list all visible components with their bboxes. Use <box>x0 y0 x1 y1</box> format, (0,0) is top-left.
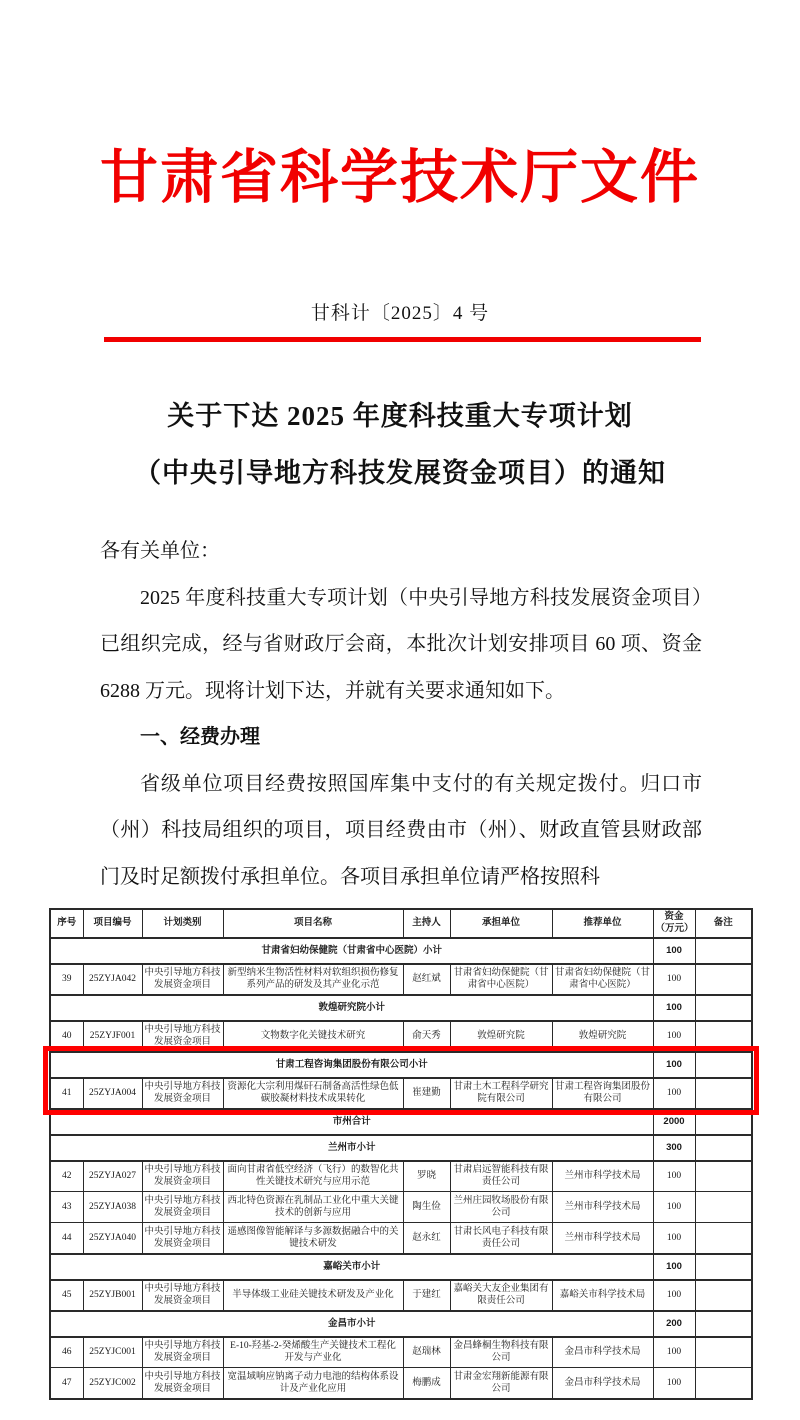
notice-title <box>50 388 750 502</box>
note-cell <box>695 1078 752 1109</box>
recommender-cell: 嘉峪关市科学技术局 <box>552 1280 653 1311</box>
amount-cell: 100 <box>653 938 695 964</box>
column-header: 备注 <box>695 909 752 938</box>
recommender-cell: 甘肃工程咨询集团股份有限公司 <box>552 1078 653 1109</box>
seq-cell: 46 <box>50 1337 83 1368</box>
column-header: 项目名称 <box>223 909 403 938</box>
group-label-cell: 敦煌研究院小计 <box>50 995 653 1021</box>
recommender-cell: 兰州市科学技术局 <box>552 1192 653 1223</box>
leader-cell: 陶生俭 <box>403 1192 450 1223</box>
note-cell <box>695 1135 752 1161</box>
name-cell: 文物数字化关键技术研究 <box>223 1021 403 1052</box>
note-cell <box>695 1337 752 1368</box>
table-row <box>50 1280 752 1311</box>
recommender-cell: 金昌市科学技术局 <box>552 1368 653 1399</box>
leader-cell: 俞天秀 <box>403 1021 450 1052</box>
leader-cell: 梅鹏成 <box>403 1368 450 1399</box>
seq-cell: 47 <box>50 1368 83 1399</box>
recommender-cell: 兰州市科学技术局 <box>552 1223 653 1254</box>
amount-cell: 100 <box>653 1254 695 1280</box>
column-header: 计划类别 <box>142 909 223 938</box>
table-group-row <box>50 1311 752 1337</box>
code-cell: 25ZYJF001 <box>83 1021 142 1052</box>
table-group-row <box>50 995 752 1021</box>
recommender-cell: 金昌市科学技术局 <box>552 1337 653 1368</box>
seq-cell: 44 <box>50 1223 83 1254</box>
table-row <box>50 1161 752 1192</box>
table-row <box>50 1078 752 1109</box>
note-cell <box>695 1052 752 1078</box>
undertaker-cell: 甘肃启远智能科技有限责任公司 <box>450 1161 552 1192</box>
table-row <box>50 1192 752 1223</box>
note-cell <box>695 1254 752 1280</box>
code-cell: 25ZYJA004 <box>83 1078 142 1109</box>
projects-table-head <box>50 909 752 938</box>
recommender-cell: 兰州市科学技术局 <box>552 1161 653 1192</box>
table-header-row <box>50 909 752 938</box>
group-label-cell: 甘肃工程咨询集团股份有限公司小计 <box>50 1052 653 1078</box>
leader-cell: 罗晓 <box>403 1161 450 1192</box>
recommender-cell: 敦煌研究院 <box>552 1021 653 1052</box>
name-cell: 面向甘肃省低空经济（飞行）的数智化共性关键技术研究与应用示范 <box>223 1161 403 1192</box>
note-cell <box>695 1109 752 1135</box>
category-cell: 中央引导地方科技发展资金项目 <box>142 1368 223 1399</box>
projects-table-wrap <box>49 908 753 1400</box>
code-cell: 25ZYJA042 <box>83 964 142 995</box>
group-label-cell: 市州合计 <box>50 1109 653 1135</box>
paragraph-funding: 省级单位项目经费按照国库集中支付的有关规定拨付。归口市（州）科技局组织的项目，项目经费由市（州）、财政直管县财政部门及时足额拨付承担单位。各项目承担单位请严格按照科 <box>100 772 702 888</box>
group-label-cell: 金昌市小计 <box>50 1311 653 1337</box>
column-header: 推荐单位 <box>552 909 653 938</box>
projects-table <box>49 908 753 1400</box>
category-cell: 中央引导地方科技发展资金项目 <box>142 1078 223 1109</box>
column-header: 主持人 <box>403 909 450 938</box>
seq-cell: 42 <box>50 1161 83 1192</box>
table-group-row <box>50 1254 752 1280</box>
name-cell: 遥感图像智能解译与多源数据融合中的关键技术研发 <box>223 1223 403 1254</box>
note-cell <box>695 938 752 964</box>
recommender-cell: 甘肃省妇幼保健院（甘肃省中心医院） <box>552 964 653 995</box>
projects-table-body <box>50 938 752 1399</box>
amount-cell: 100 <box>653 964 695 995</box>
category-cell: 中央引导地方科技发展资金项目 <box>142 1337 223 1368</box>
code-cell: 25ZYJB001 <box>83 1280 142 1311</box>
amount-cell: 200 <box>653 1311 695 1337</box>
name-cell: 半导体级工业硅关键技术研发及产业化 <box>223 1280 403 1311</box>
table-row <box>50 1021 752 1052</box>
undertaker-cell: 敦煌研究院 <box>450 1021 552 1052</box>
table-row <box>50 1337 752 1368</box>
undertaker-cell: 甘肃长风电子科技有限责任公司 <box>450 1223 552 1254</box>
seq-cell: 45 <box>50 1280 83 1311</box>
document-number: 甘科计〔2025〕4 号 <box>310 303 490 324</box>
category-cell: 中央引导地方科技发展资金项目 <box>142 1161 223 1192</box>
amount-cell: 100 <box>653 1078 695 1109</box>
note-cell <box>695 995 752 1021</box>
undertaker-cell: 甘肃省妇幼保健院（甘肃省中心医院） <box>450 964 552 995</box>
table-group-row <box>50 1135 752 1161</box>
category-cell: 中央引导地方科技发展资金项目 <box>142 1021 223 1052</box>
table-row <box>50 1223 752 1254</box>
code-cell: 25ZYJA040 <box>83 1223 142 1254</box>
name-cell: 西北特色资源在乳制品工业化中重大关键技术的创新与应用 <box>223 1192 403 1223</box>
undertaker-cell: 兰州庄园牧场股份有限公司 <box>450 1192 552 1223</box>
amount-cell: 100 <box>653 1368 695 1399</box>
table-row <box>50 1368 752 1399</box>
code-cell: 25ZYJC002 <box>83 1368 142 1399</box>
name-cell: 资源化大宗利用煤矸石制备高活性绿色低碳胶凝材料技术成果转化 <box>223 1078 403 1109</box>
name-cell: 宽温域响应钠离子动力电池的结构体系设计及产业化应用 <box>223 1368 403 1399</box>
group-label-cell: 兰州市小计 <box>50 1135 653 1161</box>
amount-cell: 2000 <box>653 1109 695 1135</box>
category-cell: 中央引导地方科技发展资金项目 <box>142 964 223 995</box>
amount-cell: 100 <box>653 1337 695 1368</box>
salutation: 各有关单位： <box>100 540 220 562</box>
group-label-cell: 嘉峪关市小计 <box>50 1254 653 1280</box>
category-cell: 中央引导地方科技发展资金项目 <box>142 1192 223 1223</box>
leader-cell: 赵永红 <box>403 1223 450 1254</box>
code-cell: 25ZYJC001 <box>83 1337 142 1368</box>
seq-cell: 41 <box>50 1078 83 1109</box>
category-cell: 中央引导地方科技发展资金项目 <box>142 1223 223 1254</box>
note-cell <box>695 1223 752 1254</box>
notice-title-line1: 关于下达 2025 年度科技重大专项计划 <box>167 401 633 431</box>
column-header: 承担单位 <box>450 909 552 938</box>
red-divider-rule <box>104 337 701 342</box>
note-cell <box>695 1280 752 1311</box>
leader-cell: 赵瑞林 <box>403 1337 450 1368</box>
table-group-row <box>50 938 752 964</box>
code-cell: 25ZYJA038 <box>83 1192 142 1223</box>
amount-cell: 100 <box>653 1161 695 1192</box>
amount-cell: 100 <box>653 1223 695 1254</box>
table-group-row <box>50 1109 752 1135</box>
note-cell <box>695 1161 752 1192</box>
group-label-cell: 甘肃省妇幼保健院（甘肃省中心医院）小计 <box>50 938 653 964</box>
undertaker-cell: 金昌蜂桐生物科技有限公司 <box>450 1337 552 1368</box>
name-cell: E-10-羟基-2-癸烯酸生产关键技术工程化开发与产业化 <box>223 1337 403 1368</box>
amount-cell: 100 <box>653 1052 695 1078</box>
amount-cell: 300 <box>653 1135 695 1161</box>
section-heading-funding: 一、经费办理 <box>140 726 260 748</box>
undertaker-cell: 甘肃土木工程科学研究院有限公司 <box>450 1078 552 1109</box>
table-row <box>50 964 752 995</box>
table-group-row <box>50 1052 752 1078</box>
seq-cell: 39 <box>50 964 83 995</box>
amount-cell: 100 <box>653 1192 695 1223</box>
note-cell <box>695 964 752 995</box>
note-cell <box>695 1192 752 1223</box>
undertaker-cell: 嘉峪关大友企业集团有限责任公司 <box>450 1280 552 1311</box>
note-cell <box>695 1021 752 1052</box>
name-cell: 新型纳米生物活性材料对软组织损伤修复系列产品的研发及其产业化示范 <box>223 964 403 995</box>
amount-cell: 100 <box>653 995 695 1021</box>
seq-cell: 43 <box>50 1192 83 1223</box>
agency-header-title: 甘肃省科学技术厅文件 <box>99 145 700 210</box>
undertaker-cell: 甘肃金宏翔新能源有限公司 <box>450 1368 552 1399</box>
category-cell: 中央引导地方科技发展资金项目 <box>142 1280 223 1311</box>
column-header: 序号 <box>50 909 83 938</box>
amount-cell: 100 <box>653 1280 695 1311</box>
paragraph-intro: 2025 年度科技重大专项计划（中央引导地方科技发展资金项目）已组织完成，经与省财政厅会商，本批次计划安排项目 60 项、资金 6288 万元。现将计划下达，并就有关要求通知如下。 <box>100 586 702 702</box>
amount-cell: 100 <box>653 1021 695 1052</box>
leader-cell: 赵红斌 <box>403 964 450 995</box>
note-cell <box>695 1311 752 1337</box>
seq-cell: 40 <box>50 1021 83 1052</box>
code-cell: 25ZYJA027 <box>83 1161 142 1192</box>
notice-body <box>100 528 702 900</box>
note-cell <box>695 1368 752 1399</box>
column-header: 项目编号 <box>83 909 142 938</box>
notice-title-line2: （中央引导地方科技发展资金项目）的通知 <box>134 458 666 488</box>
leader-cell: 于建红 <box>403 1280 450 1311</box>
column-header: 资金 （万元） <box>653 909 695 938</box>
leader-cell: 崔建勤 <box>403 1078 450 1109</box>
